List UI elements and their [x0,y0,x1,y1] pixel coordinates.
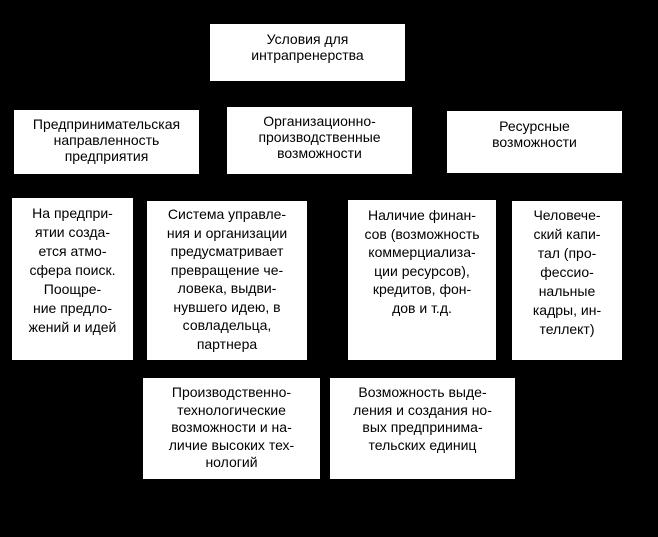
detail-finances-box [348,200,496,360]
category-organizational-box [227,107,412,174]
category-resource-label: Ресурсные возможности [492,118,577,150]
detail-management-system-label: Система управле- ния и организации предусматривает превращение че- ловека, выдви- нувшего идею, в совладельца, партнера [166,206,288,352]
title-label: Условия для интрапренерства [251,31,364,63]
detail-finances-label: Наличие финан- сов (возможность коммерциализа- ции ресурсов), кредитов, фон- дов и т.д. [364,207,480,316]
detail-human-capital-label: Человече- ский капи- тал (про- фессио- нальные кадры, ин- теллект) [532,207,602,337]
category-organizational-label: Организационно- производственные возможности [258,113,381,161]
category-resource-box [447,111,622,173]
title-box [210,24,405,81]
detail-atmosphere-label: На предпри- ятии созда- ется атмо- сфера поиск. Поощре- ние предло- жений и идей [28,205,117,335]
detail-production-tech-box [143,378,320,479]
category-entrepreneurial-label: Предпринимательская направленность предприятия [32,116,181,164]
detail-management-system-box [147,201,307,360]
category-entrepreneurial-box [14,110,199,174]
detail-new-units-box [330,378,515,479]
detail-production-tech-label: Производственно- технологические возможности и на- личие высоких тех- нологий [168,384,295,470]
detail-atmosphere-box [12,198,133,360]
detail-new-units-label: Возможность выде- ления и создания но- вых предпринима- тельских единиц [353,384,492,453]
detail-human-capital-box [512,201,622,360]
